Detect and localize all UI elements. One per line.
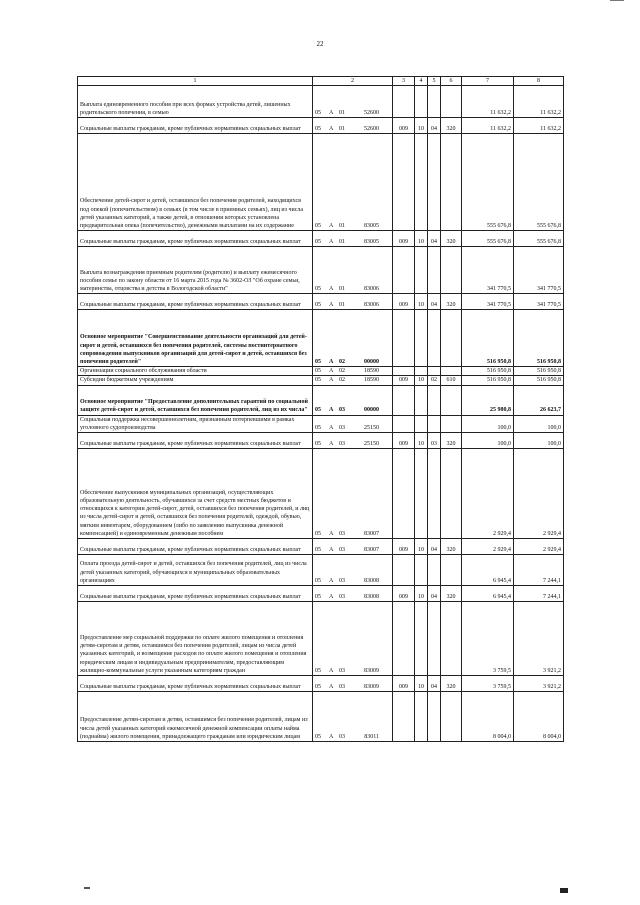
row-col5 — [428, 134, 441, 231]
row-name: Субсидии бюджетным учреждениям — [78, 376, 313, 385]
code-program: А — [329, 546, 334, 553]
table-row — [78, 415, 564, 432]
row-name: Социальные выплаты гражданам, кроме публичных нормативных социальных выплат — [78, 539, 313, 555]
row-col5 — [428, 555, 441, 586]
row-col3 — [393, 555, 415, 586]
row-col6: 320 — [441, 433, 462, 449]
row-col3 — [393, 602, 415, 676]
row-col5 — [428, 385, 441, 415]
row-col5: 04 — [428, 294, 441, 310]
table-row — [78, 602, 564, 676]
table-row — [78, 367, 564, 376]
row-amount-col7: 341 770,5 — [462, 247, 514, 294]
row-code — [313, 310, 393, 367]
row-col4: 10 — [415, 676, 428, 692]
code-section: 05 — [315, 424, 321, 431]
table-row — [78, 676, 564, 692]
code-program: А — [329, 126, 334, 132]
row-col6 — [441, 692, 462, 742]
code-program: А — [329, 424, 334, 431]
row-code — [313, 676, 393, 692]
code-program: А — [329, 302, 334, 308]
code-section: 05 — [315, 577, 321, 584]
row-col5 — [428, 247, 441, 294]
row-col3 — [393, 692, 415, 742]
row-name: Основное мероприятие "Совершенствование деятельности организаций для детей-сирот и детей, оставшихся без попечения родителей, системы постинтернатного сопровождения выпускников организаций для детей-сирот и детей, оставшихся без попечения родителей" — [78, 310, 313, 367]
row-col6 — [441, 367, 462, 376]
code-program: А — [329, 239, 334, 245]
row-name: Предоставление мер социальной поддержки по оплате жилого помещения и отопления детям-сиротам и детям, оставшимся без попечения родителей, лицам из числа детей указанных категорий, и возмещение расходов по оплате жилого помещения и отопления юридическим лицам и индивидуальным предпринимателям, предоставляющим жилищно-коммунальные услуги указанным категориям граждан — [78, 602, 313, 676]
row-col3 — [393, 415, 415, 432]
table-row — [78, 247, 564, 294]
code-direction: 00000 — [364, 359, 379, 365]
table-row — [78, 692, 564, 742]
row-col4 — [415, 385, 428, 415]
table-row — [78, 86, 564, 118]
row-col4: 10 — [415, 539, 428, 555]
row-col5: 03 — [428, 433, 441, 449]
row-col4 — [415, 415, 428, 432]
row-col3 — [393, 86, 415, 118]
row-col5 — [428, 602, 441, 676]
row-code — [313, 415, 393, 432]
row-code — [313, 247, 393, 294]
row-code — [313, 231, 393, 247]
code-event: 01 — [339, 239, 345, 245]
code-event: 03 — [339, 546, 345, 553]
row-col6 — [441, 247, 462, 294]
row-col5 — [428, 692, 441, 742]
scan-mark — [560, 888, 568, 893]
code-event: 01 — [339, 223, 345, 229]
code-direction: 83005 — [364, 223, 379, 229]
row-code — [313, 602, 393, 676]
row-col5 — [428, 449, 441, 539]
budget-table — [77, 76, 564, 742]
code-program: А — [329, 407, 334, 414]
row-code — [313, 118, 393, 134]
row-amount-col8: 555 676,8 — [514, 134, 564, 231]
code-event: 02 — [339, 377, 345, 384]
row-col5: 04 — [428, 539, 441, 555]
code-section: 05 — [315, 377, 321, 384]
row-amount-col7: 516 950,8 — [462, 376, 514, 385]
row-code — [313, 539, 393, 555]
row-amount-col8: 7 244,1 — [514, 586, 564, 602]
row-col6 — [441, 415, 462, 432]
row-code — [313, 433, 393, 449]
row-col3 — [393, 367, 415, 376]
column-header: 6 — [441, 77, 462, 86]
row-col6 — [441, 602, 462, 676]
row-col3: 009 — [393, 231, 415, 247]
row-amount-col7: 6 945,4 — [462, 555, 514, 586]
row-amount-col7: 2 929,4 — [462, 539, 514, 555]
row-col3: 009 — [393, 376, 415, 385]
row-col3: 009 — [393, 433, 415, 449]
table-row — [78, 294, 564, 310]
code-direction: 25150 — [364, 424, 379, 431]
code-direction: 18590 — [364, 368, 379, 375]
code-section: 05 — [315, 286, 321, 292]
row-amount-col8: 516 950,8 — [514, 367, 564, 376]
code-event: 03 — [339, 577, 345, 584]
code-direction: 83011 — [364, 733, 379, 740]
column-header: 1 — [78, 77, 313, 86]
row-amount-col8: 341 770,5 — [514, 294, 564, 310]
code-event: 01 — [339, 286, 345, 292]
row-col6 — [441, 134, 462, 231]
row-amount-col7: 11 632,2 — [462, 86, 514, 118]
row-col6: 320 — [441, 118, 462, 134]
row-amount-col8: 516 950,8 — [514, 376, 564, 385]
row-col3 — [393, 449, 415, 539]
row-col6: 320 — [441, 586, 462, 602]
row-col5: 04 — [428, 118, 441, 134]
row-name: Социальные выплаты гражданам, кроме публичных нормативных социальных выплат — [78, 294, 313, 310]
code-event: 03 — [339, 593, 345, 600]
row-amount-col8: 555 676,8 — [514, 231, 564, 247]
column-header: 4 — [415, 77, 428, 86]
row-name: Социальная поддержка несовершеннолетним, признанным потерпевшими в рамках уголовного судопроизводства — [78, 415, 313, 432]
code-section: 05 — [315, 530, 321, 537]
row-name: Выплата вознаграждения приемным родителям (родителю) и выплату ежемесячного пособия семье по закону области от 16 марта 2015 года № 3602-ОЗ "Об охране семьи, материнства, отцовства и детства в Вологодской области" — [78, 247, 313, 294]
row-code — [313, 294, 393, 310]
row-col4 — [415, 134, 428, 231]
row-code — [313, 449, 393, 539]
code-program: А — [329, 223, 334, 229]
row-code — [313, 134, 393, 231]
code-event: 03 — [339, 683, 345, 690]
column-header: 3 — [393, 77, 415, 86]
row-amount-col7: 6 945,4 — [462, 586, 514, 602]
row-amount-col7: 11 632,2 — [462, 118, 514, 134]
code-program: А — [329, 593, 334, 600]
code-section: 05 — [315, 223, 321, 229]
code-event: 03 — [339, 440, 345, 447]
row-col6 — [441, 310, 462, 367]
column-header: 2 — [313, 77, 393, 86]
code-section: 05 — [315, 546, 321, 553]
code-section: 05 — [315, 239, 321, 245]
row-amount-col8: 26 623,7 — [514, 385, 564, 415]
table-row — [78, 118, 564, 134]
row-amount-col7: 8 004,0 — [462, 692, 514, 742]
code-direction: 83007 — [364, 530, 379, 537]
row-code — [313, 385, 393, 415]
row-col5: 02 — [428, 376, 441, 385]
row-name: Социальные выплаты гражданам, кроме публичных нормативных социальных выплат — [78, 676, 313, 692]
code-section: 05 — [315, 683, 321, 690]
page-corner-mark — [610, 0, 624, 4]
row-amount-col7: 516 950,8 — [462, 367, 514, 376]
row-name: Обеспечение выпускников муниципальных организаций, осуществляющих образовательную деятельность, обучавшихся за счет средств местных бюджетов и относящихся к категории детей-сирот, детей, оставшихся без попечения родителей, и лиц из числа детей-сирот и детей, оставшихся без попечения родителей, одеждой, обувью, мягким инвентарем, оборудованием (либо по заявлению выпускника денежной компенсацией) и единовременным денежным пособием — [78, 449, 313, 539]
page-number: 22 — [316, 40, 324, 48]
row-amount-col8: 7 244,1 — [514, 555, 564, 586]
table-row — [78, 555, 564, 586]
row-col3 — [393, 247, 415, 294]
table-row — [78, 376, 564, 385]
row-col5: 04 — [428, 586, 441, 602]
row-amount-col8: 2 929,4 — [514, 449, 564, 539]
row-code — [313, 86, 393, 118]
code-direction: 18590 — [364, 377, 379, 384]
code-direction: 83009 — [364, 667, 379, 674]
row-col4: 10 — [415, 376, 428, 385]
code-direction: 52600 — [364, 110, 379, 116]
row-amount-col7: 25 980,8 — [462, 385, 514, 415]
scan-mark — [84, 887, 90, 889]
code-direction: 83005 — [364, 239, 379, 245]
row-amount-col7: 516 950,8 — [462, 310, 514, 367]
row-col6 — [441, 555, 462, 586]
row-name: Социальные выплаты гражданам, кроме публичных нормативных социальных выплат — [78, 118, 313, 134]
code-direction: 83008 — [364, 593, 379, 600]
row-amount-col7: 555 676,8 — [462, 134, 514, 231]
code-section: 05 — [315, 110, 321, 116]
row-amount-col7: 341 770,5 — [462, 294, 514, 310]
table-row — [78, 539, 564, 555]
code-event: 03 — [339, 733, 345, 740]
code-event: 01 — [339, 302, 345, 308]
column-header: 7 — [462, 77, 514, 86]
row-col4 — [415, 449, 428, 539]
row-amount-col8: 100,0 — [514, 415, 564, 432]
code-direction: 83006 — [364, 286, 379, 292]
row-code — [313, 376, 393, 385]
code-direction: 52600 — [364, 126, 379, 132]
row-code — [313, 586, 393, 602]
code-program: А — [329, 377, 334, 384]
row-col3: 009 — [393, 118, 415, 134]
code-event: 03 — [339, 407, 345, 414]
row-col4: 10 — [415, 118, 428, 134]
code-direction: 83008 — [364, 577, 379, 584]
code-program: А — [329, 286, 334, 292]
row-col6: 320 — [441, 539, 462, 555]
row-amount-col7: 100,0 — [462, 433, 514, 449]
code-event: 03 — [339, 530, 345, 537]
row-col3 — [393, 385, 415, 415]
row-amount-col8: 3 921,2 — [514, 676, 564, 692]
column-header: 8 — [514, 77, 564, 86]
code-event: 01 — [339, 110, 345, 116]
row-col4: 10 — [415, 231, 428, 247]
row-col4 — [415, 692, 428, 742]
code-event: 03 — [339, 424, 345, 431]
row-col5: 04 — [428, 676, 441, 692]
row-col3: 009 — [393, 676, 415, 692]
row-col3: 009 — [393, 539, 415, 555]
row-col6 — [441, 385, 462, 415]
table-row — [78, 231, 564, 247]
code-program: А — [329, 440, 334, 447]
row-col6 — [441, 86, 462, 118]
row-col4: 10 — [415, 586, 428, 602]
code-section: 05 — [315, 126, 321, 132]
row-name: Выплата единовременного пособия при всех формах устройства детей, лишенных родительского попечения, в семью — [78, 86, 313, 118]
row-amount-col8: 516 950,8 — [514, 310, 564, 367]
table-row — [78, 385, 564, 415]
row-amount-col8: 2 929,4 — [514, 539, 564, 555]
row-name: Социальные выплаты гражданам, кроме публичных нормативных социальных выплат — [78, 231, 313, 247]
code-section: 05 — [315, 359, 321, 365]
row-amount-col7: 3 759,5 — [462, 602, 514, 676]
row-col5 — [428, 310, 441, 367]
code-program: А — [329, 683, 334, 690]
row-code — [313, 555, 393, 586]
row-col4 — [415, 86, 428, 118]
row-col6: 610 — [441, 376, 462, 385]
row-name: Предоставление детям-сиротам и детям, оставшимся без попечения родителей, лицам из числа детей указанных категорий ежемесячной денежной компенсации оплаты найма (поднайма) жилого помещения, принадлежащего гражданам или юридическим лицам — [78, 692, 313, 742]
row-col5 — [428, 86, 441, 118]
code-program: А — [329, 359, 334, 365]
row-col4 — [415, 310, 428, 367]
code-program: А — [329, 733, 334, 740]
row-code — [313, 367, 393, 376]
code-direction: 25150 — [364, 440, 379, 447]
code-event: 03 — [339, 667, 345, 674]
row-col3: 009 — [393, 294, 415, 310]
code-event: 01 — [339, 126, 345, 132]
code-section: 05 — [315, 440, 321, 447]
row-col4 — [415, 555, 428, 586]
row-col4 — [415, 367, 428, 376]
row-col6: 320 — [441, 231, 462, 247]
row-amount-col8: 11 632,2 — [514, 86, 564, 118]
code-direction: 00000 — [364, 407, 379, 414]
code-section: 05 — [315, 733, 321, 740]
row-col4: 10 — [415, 294, 428, 310]
row-col3 — [393, 134, 415, 231]
row-col4: 10 — [415, 433, 428, 449]
column-header: 5 — [428, 77, 441, 86]
row-name: Социальные выплаты гражданам, кроме публичных нормативных социальных выплат — [78, 433, 313, 449]
row-code — [313, 692, 393, 742]
code-section: 05 — [315, 593, 321, 600]
row-name: Оплата проезда детей-сирот и детей, оставшихся без попечения родителей, лиц из числа детей указанных категорий, обучающихся в муниципальных образовательных организациях — [78, 555, 313, 586]
table-row — [78, 449, 564, 539]
row-col5: 04 — [428, 231, 441, 247]
row-col5 — [428, 415, 441, 432]
row-amount-col8: 341 770,5 — [514, 247, 564, 294]
code-direction: 83007 — [364, 546, 379, 553]
row-name: Обеспечение детей-сирот и детей, оставшихся без попечения родителей, находящихся под опекой (попечительством) в семьях (в том числе в приемных семьях), лиц из числа детей указанных категорий, а также детей, в отношении которых установлена предварительная опека (попечительство), денежными выплатами на их содержание — [78, 134, 313, 231]
row-name: Организации социального обслуживания области — [78, 367, 313, 376]
code-program: А — [329, 110, 334, 116]
code-section: 05 — [315, 368, 321, 375]
table-body — [78, 86, 564, 742]
code-program: А — [329, 577, 334, 584]
row-col6: 320 — [441, 294, 462, 310]
row-col5 — [428, 367, 441, 376]
table-row — [78, 586, 564, 602]
row-amount-col8: 11 632,2 — [514, 118, 564, 134]
row-col4 — [415, 602, 428, 676]
row-amount-col7: 555 676,8 — [462, 231, 514, 247]
code-program: А — [329, 667, 334, 674]
code-program: А — [329, 368, 334, 375]
row-col3 — [393, 310, 415, 367]
row-name: Социальные выплаты гражданам, кроме публичных нормативных социальных выплат — [78, 586, 313, 602]
code-direction: 83009 — [364, 683, 379, 690]
table-row — [78, 310, 564, 367]
code-section: 05 — [315, 302, 321, 308]
row-col6: 320 — [441, 676, 462, 692]
row-amount-col7: 100,0 — [462, 415, 514, 432]
code-event: 02 — [339, 368, 345, 375]
row-col6 — [441, 449, 462, 539]
row-amount-col8: 3 921,2 — [514, 602, 564, 676]
row-amount-col8: 8 004,0 — [514, 692, 564, 742]
table-header-row — [78, 77, 564, 86]
table-row — [78, 433, 564, 449]
row-amount-col7: 2 929,4 — [462, 449, 514, 539]
row-name: Основное мероприятие "Предоставление дополнительных гарантий по социальной защите детей-сирот и детей, оставшихся без попечения родителей, лиц из их числа" — [78, 385, 313, 415]
code-program: А — [329, 530, 334, 537]
row-col3: 009 — [393, 586, 415, 602]
code-direction: 83006 — [364, 302, 379, 308]
row-amount-col7: 3 759,5 — [462, 676, 514, 692]
code-section: 05 — [315, 407, 321, 414]
table-row — [78, 134, 564, 231]
row-amount-col8: 100,0 — [514, 433, 564, 449]
row-col4 — [415, 247, 428, 294]
code-event: 02 — [339, 359, 345, 365]
code-section: 05 — [315, 667, 321, 674]
